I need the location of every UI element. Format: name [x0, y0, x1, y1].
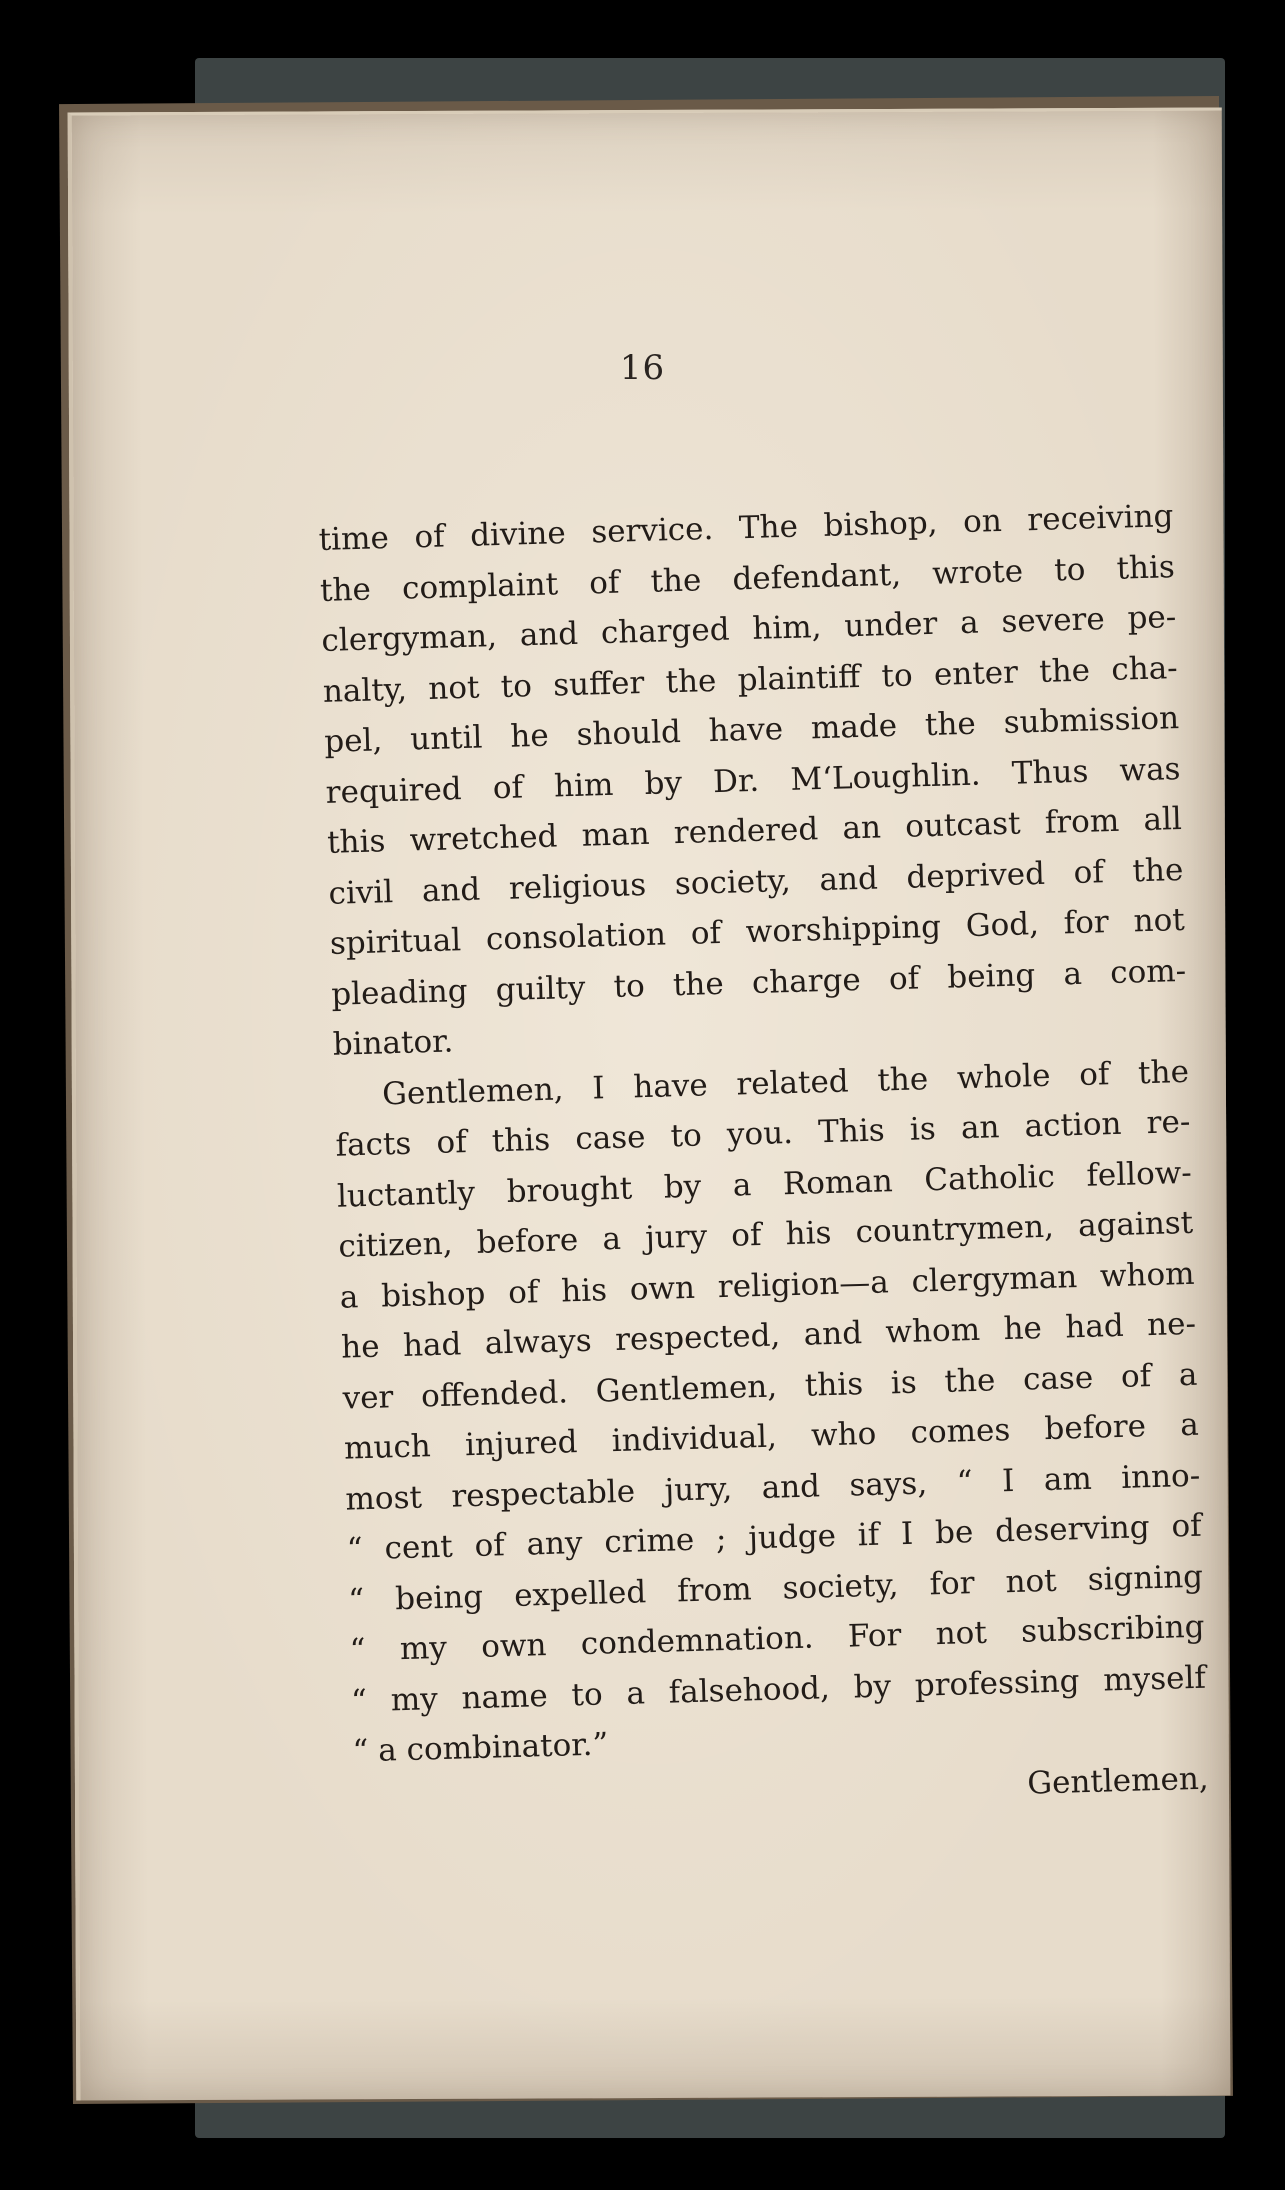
text-line: spiritual consolation of worshipping God, for not	[329, 901, 1186, 962]
text-line: a bishop of his own religion—a clergyman whom	[339, 1255, 1196, 1316]
text-line: clergyman, and charged him, under a severe pe-	[321, 599, 1177, 659]
text-line: pleading guilty to the charge of being a com-	[330, 952, 1187, 1013]
text-line: pel, until he should have made the submission	[323, 700, 1180, 760]
text-line: time of divine service. The bishop, on receiving	[318, 498, 1174, 558]
paragraph-2	[334, 1046, 1208, 1777]
text-line: binator.	[332, 1023, 454, 1063]
catchword: Gentlemen,	[1026, 1760, 1210, 1802]
text-line: most respectable jury, and says, “ I am inno-	[344, 1457, 1201, 1518]
text-line: citizen, before a jury of his countrymen, against	[337, 1204, 1194, 1265]
text-line: nalty, not to suffer the plaintiff to enter the cha-	[322, 649, 1179, 710]
text-line: required of him by Dr. M‘Loughlin. Thus was	[325, 750, 1181, 811]
text-line: Gentlemen, I have related the whole of the	[381, 1053, 1190, 1112]
page-text-block	[318, 491, 1209, 1827]
quote-line: “ my name to a falsehood, by professing myself	[350, 1659, 1207, 1720]
page-number: 16	[619, 348, 666, 388]
text-line: he had always respected, and whom he had ne-	[340, 1305, 1197, 1366]
quote-line: “ being expelled from society, for not signing	[347, 1558, 1204, 1619]
text-line: much injured individual, who comes before a	[343, 1406, 1200, 1467]
quote-line: “ my own condemnation. For not subscribing	[349, 1608, 1205, 1669]
quote-line: “ cent of any crime ; judge if I be deserving of	[346, 1507, 1203, 1568]
quote-line: “ a combinator.”	[352, 1726, 609, 1770]
text-line: civil and religious society, and deprived of the	[328, 851, 1184, 912]
paragraph-1	[318, 491, 1188, 1070]
text-line: the complaint of the defendant, wrote to this	[319, 548, 1176, 609]
text-line: this wretched man rendered an outcast from all	[326, 801, 1183, 861]
text-line: luctantly brought by a Roman Catholic fellow-	[336, 1154, 1193, 1215]
text-line: facts of this case to you. This is an action re-	[335, 1103, 1191, 1164]
text-line: ver offended. Gentlemen, this is the case of a	[342, 1356, 1198, 1417]
